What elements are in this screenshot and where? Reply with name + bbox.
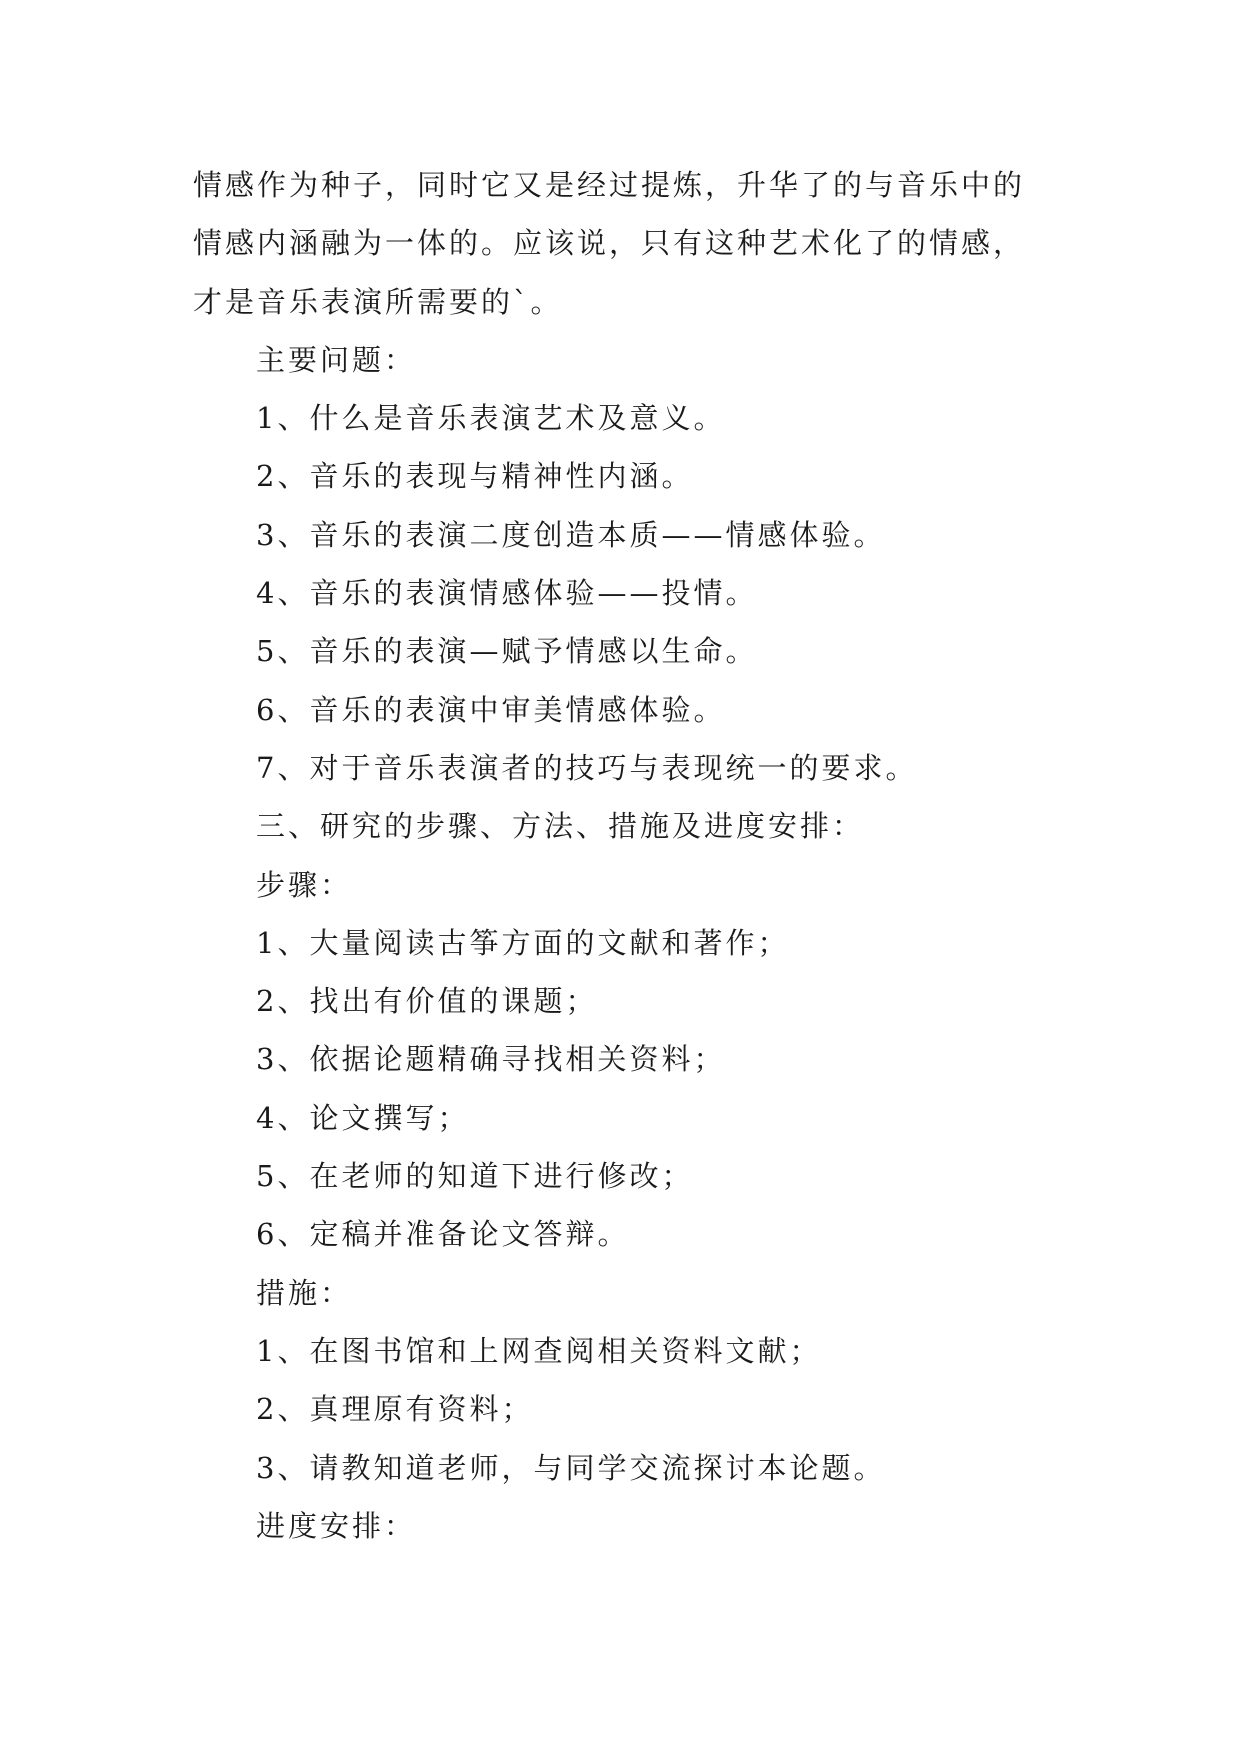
step-item-6: 6、定稿并准备论文答辩。 xyxy=(256,1217,630,1252)
schedule-heading: 进度安排： xyxy=(256,1508,417,1543)
step-item-1: 1、大量阅读古筝方面的文献和著作； xyxy=(256,925,790,960)
main-question-item-3: 3、音乐的表演二度创造本质——情感体验。 xyxy=(256,517,886,552)
section-three-heading: 三、研究的步骤、方法、措施及进度安排： xyxy=(256,809,865,844)
main-question-item-5: 5、音乐的表演—赋予情感以生命。 xyxy=(256,634,758,669)
steps-heading: 步骤： xyxy=(256,867,353,902)
intro-line-3: 才是音乐表演所需要的`。 xyxy=(193,284,563,319)
measures-heading: 措施： xyxy=(256,1275,353,1310)
main-question-item-7: 7、对于音乐表演者的技巧与表现统一的要求。 xyxy=(256,750,918,785)
main-question-item-2: 2、音乐的表现与精神性内涵。 xyxy=(256,459,694,494)
main-question-item-1: 1、什么是音乐表演艺术及意义。 xyxy=(256,401,726,436)
step-item-5: 5、在老师的知道下进行修改； xyxy=(256,1159,694,1194)
document-body xyxy=(193,156,1073,1555)
measure-item-3: 3、请教知道老师，与同学交流探讨本论题。 xyxy=(256,1450,886,1485)
step-item-4: 4、论文撰写； xyxy=(256,1100,470,1135)
measure-item-2: 2、真理原有资料； xyxy=(256,1392,534,1427)
step-item-3: 3、依据论题精确寻找相关资料； xyxy=(256,1042,726,1077)
main-question-item-4: 4、音乐的表演情感体验——投情。 xyxy=(256,576,758,611)
step-item-2: 2、找出有价值的课题； xyxy=(256,984,598,1019)
main-question-item-6: 6、音乐的表演中审美情感体验。 xyxy=(256,692,726,727)
measure-item-1: 1、在图书馆和上网查阅相关资料文献； xyxy=(256,1333,822,1368)
intro-line-2: 情感内涵融为一体的。应该说，只有这种艺术化了的情感， xyxy=(193,226,1026,261)
intro-line-1: 情感作为种子，同时它又是经过提炼，升华了的与音乐中的 xyxy=(193,168,1026,202)
main-questions-heading: 主要问题： xyxy=(256,342,417,377)
